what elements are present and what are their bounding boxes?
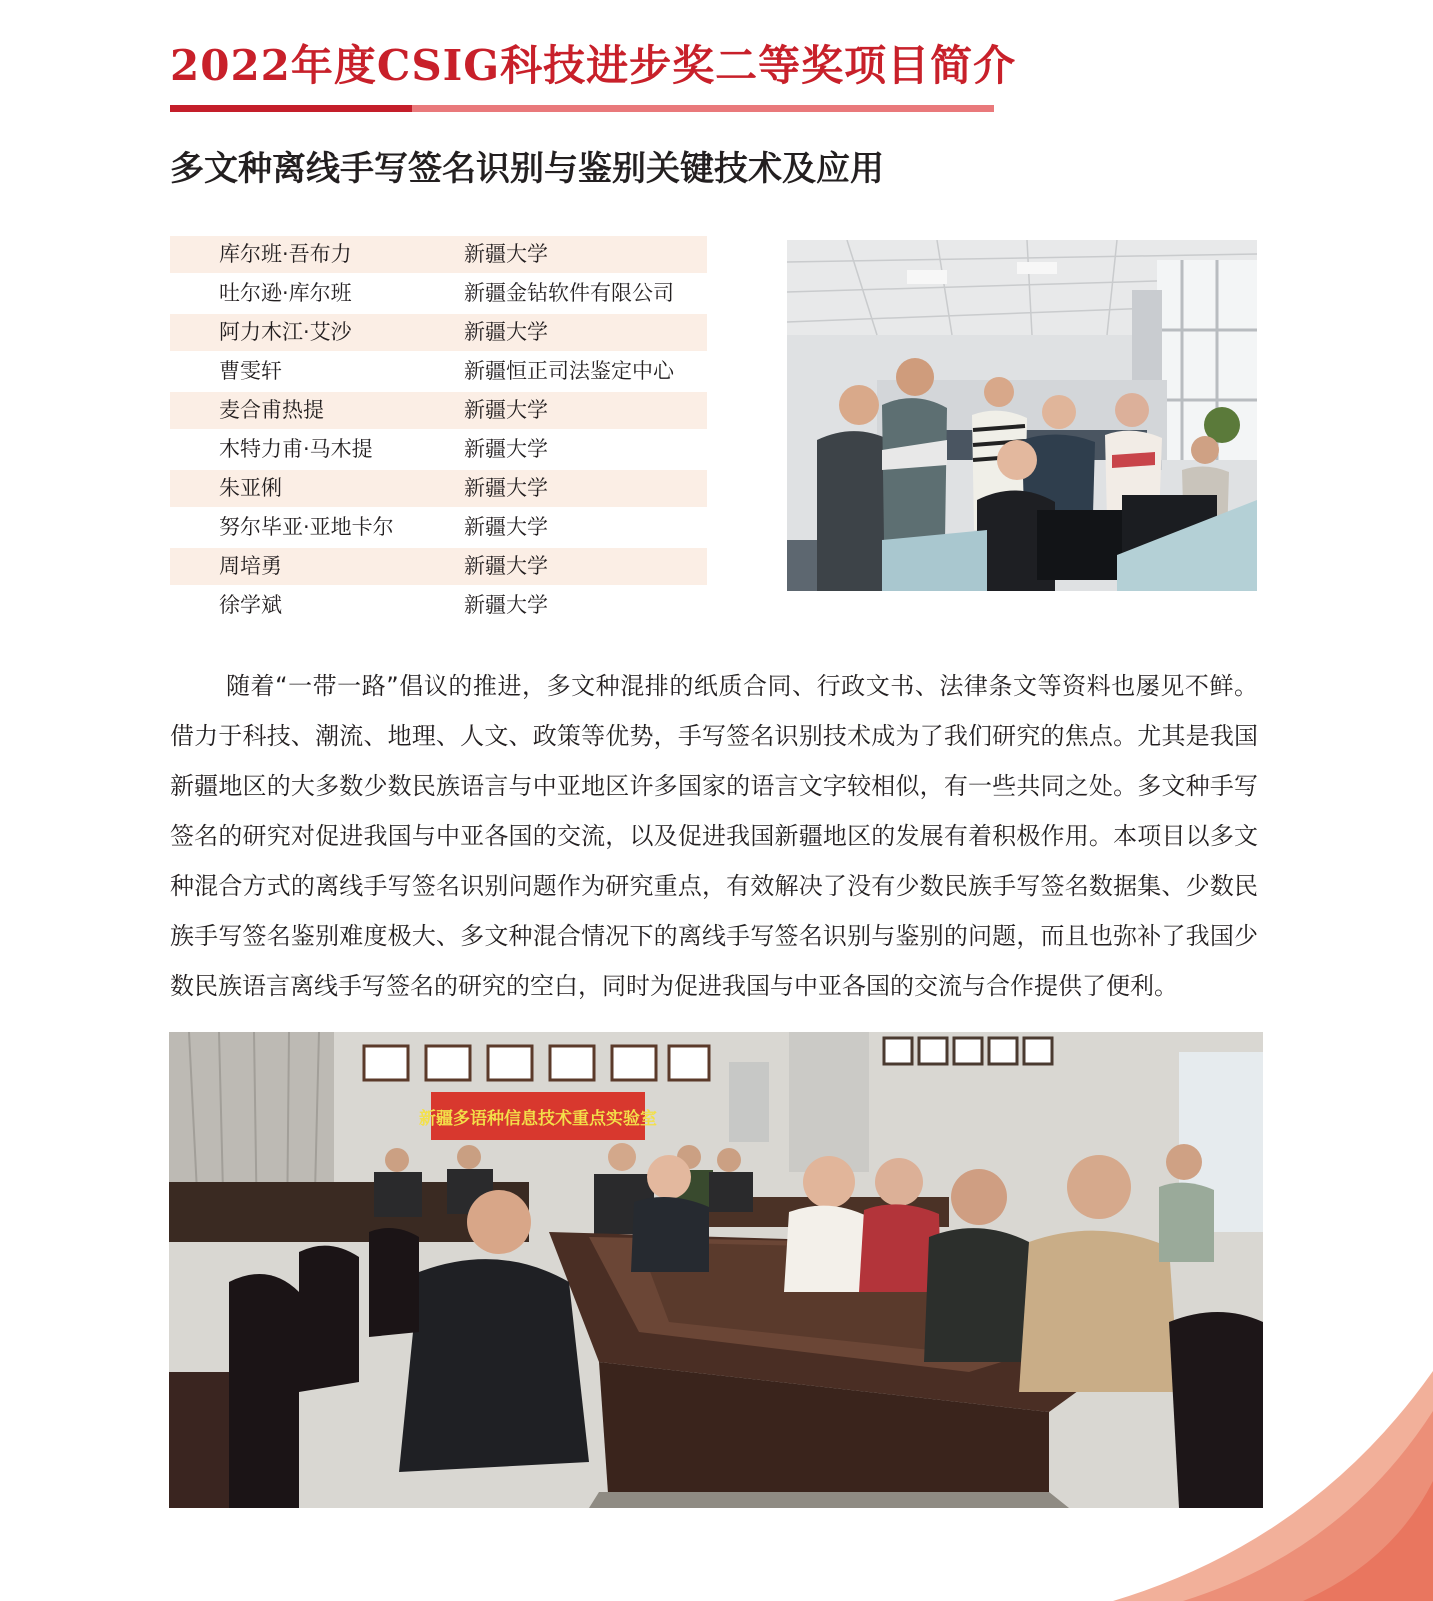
member-row [170, 470, 707, 507]
member-name: 朱亚俐 [219, 476, 282, 500]
corner-decoration [1113, 1371, 1433, 1601]
member-name: 努尔毕亚·亚地卡尔 [219, 515, 394, 539]
meeting-photo [169, 1032, 1263, 1508]
member-row [170, 587, 707, 624]
lab-photo [787, 240, 1257, 591]
member-row [170, 548, 707, 585]
member-name: 木特力甫·马木提 [219, 437, 373, 461]
project-title: 多文种离线手写签名识别与鉴别关键技术及应用 [170, 149, 884, 189]
member-row [170, 392, 707, 429]
member-row [170, 236, 707, 273]
member-row [170, 431, 707, 468]
member-organization: 新疆大学 [464, 515, 548, 539]
member-name: 曹雯轩 [219, 359, 282, 383]
member-row [170, 275, 707, 312]
member-organization: 新疆恒正司法鉴定中心 [464, 359, 674, 383]
member-name: 阿力木江·艾沙 [219, 320, 352, 344]
member-name: 周培勇 [219, 554, 282, 578]
member-name: 吐尔逊·库尔班 [219, 281, 352, 305]
member-organization: 新疆大学 [464, 476, 548, 500]
member-organization: 新疆大学 [464, 320, 548, 344]
member-organization: 新疆大学 [464, 398, 548, 422]
member-name: 徐学斌 [219, 593, 282, 617]
project-summary: 随着“一带一路”倡议的推进，多文种混排的纸质合同、行政文书、法律条文等资料也屡见不鲜。借力于科技、潮流、地理、人文、政策等优势，手写签名识别技术成为了我们研究的焦点。尤其是我国新疆地区的大多数少数民族语言与中亚地区许多国家的语言文字较相似，有一些共同之处。多文种手写签名的研究对促进我国与中亚各国的交流，以及促进我国新疆地区的发展有着积极作用。本项目以多文种混合方式的离线手写签名识别问题作为研究重点，有效解决了没有少数民族手写签名数据集、少数民族手写签名鉴别难度极大、多文种混合情况下的离线手写签名识别与鉴别的问题，而且也弥补了我国少数民族语言离线手写签名的研究的空白，同时为促进我国与中亚各国的交流与合作提供了便利。 [170, 672, 1258, 1000]
member-organization: 新疆金钻软件有限公司 [464, 281, 674, 305]
member-organization: 新疆大学 [464, 242, 548, 266]
title-underline [170, 105, 994, 112]
member-organization: 新疆大学 [464, 593, 548, 617]
member-name: 麦合甫热提 [219, 398, 324, 422]
member-name: 库尔班·吾布力 [219, 242, 352, 266]
lab-banner-text: 新疆多语种信息技术重点实验室 [419, 1109, 657, 1129]
member-row [170, 509, 707, 546]
member-organization: 新疆大学 [464, 554, 548, 578]
member-organization: 新疆大学 [464, 437, 548, 461]
member-row [170, 314, 707, 351]
member-table [170, 236, 707, 626]
page-title: 2022年度CSIG科技进步奖二等奖项目简介 [170, 41, 1017, 90]
member-row [170, 353, 707, 390]
